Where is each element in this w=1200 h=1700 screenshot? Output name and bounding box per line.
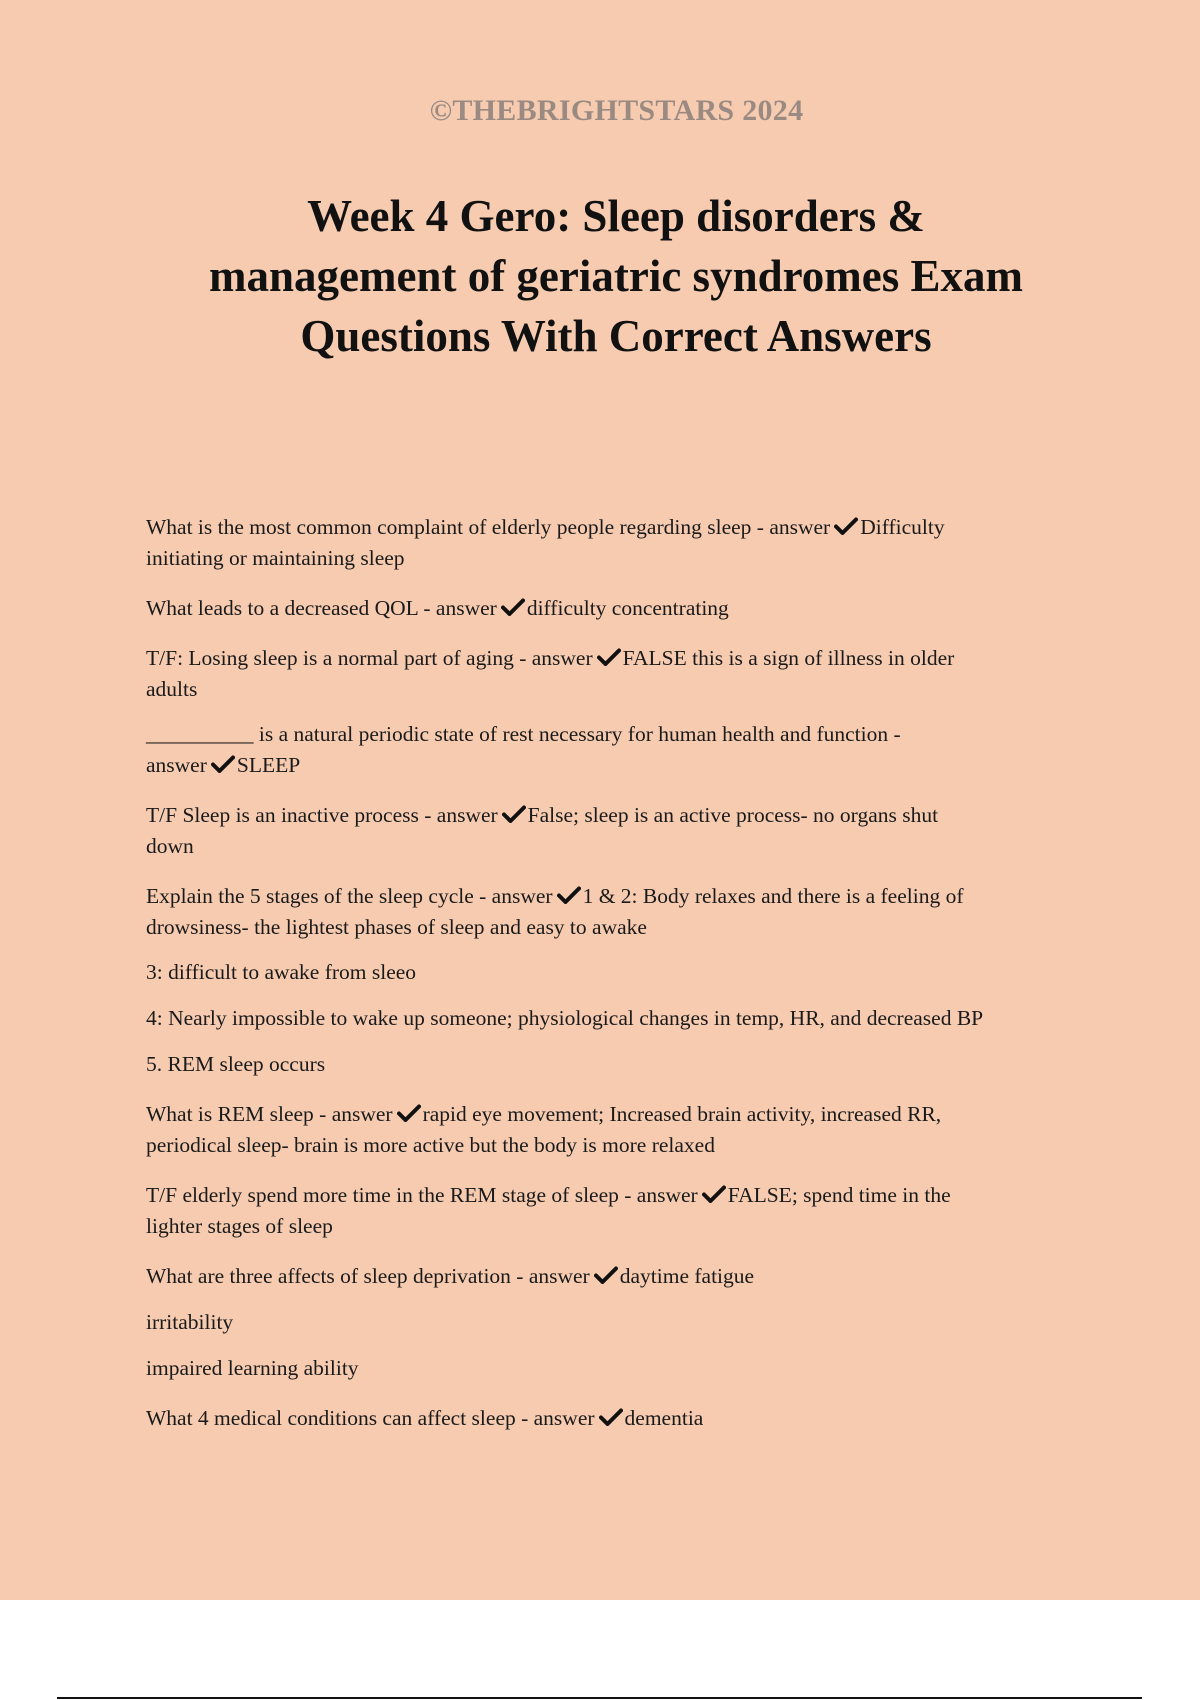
answer-text: SLEEP — [236, 753, 301, 777]
question-text: __________ is a natural periodic state of rest necessary for human health and function - — [146, 722, 901, 746]
checkmark-icon — [599, 1408, 623, 1426]
checkmark-icon — [211, 755, 235, 773]
checkmark-icon — [597, 648, 621, 666]
answer-text: rapid eye movement; Increased brain activity, increased RR, — [422, 1102, 942, 1126]
qa-item — [146, 1261, 1096, 1292]
checkmark-icon — [702, 1185, 726, 1203]
question-text: What is the most common complaint of elderly people regarding sleep - answer — [146, 515, 831, 539]
checkmark-icon — [834, 517, 858, 535]
checkmark-icon — [594, 1266, 618, 1284]
question-text: What are three affects of sleep deprivation - answer — [146, 1264, 590, 1288]
answer-text: FALSE; spend time in the — [727, 1183, 951, 1207]
copyright-watermark: ©THEBRIGHTSTARS 2024 — [429, 94, 804, 127]
question-text: T/F Sleep is an inactive process - answer — [146, 803, 498, 827]
answer-text: daytime fatigue — [619, 1264, 755, 1288]
answer-text: periodical sleep- brain is more active but the body is more relaxed — [146, 1133, 715, 1157]
answer-continuation: irritability — [146, 1310, 234, 1334]
answer-text: Difficulty — [860, 515, 945, 539]
qa-item — [146, 1403, 1096, 1434]
answer-text: adults — [146, 677, 198, 701]
checkmark-icon — [502, 805, 526, 823]
title-line: Questions With Correct Answers — [300, 311, 932, 361]
checkmark-icon — [501, 598, 525, 616]
answer-text: down — [146, 834, 194, 858]
answer-continuation: 3: difficult to awake from sleeo — [146, 960, 417, 984]
question-text: T/F elderly spend more time in the REM stage of sleep - answer — [146, 1183, 698, 1207]
question-text: Explain the 5 stages of the sleep cycle - answer — [146, 884, 553, 908]
checkmark-icon — [557, 886, 581, 904]
answer-text: difficulty concentrating — [526, 596, 729, 620]
qa-list — [146, 512, 1096, 1434]
answer-text: initiating or maintaining sleep — [146, 546, 405, 570]
answer-continuation: impaired learning ability — [146, 1356, 359, 1380]
footer-divider — [57, 1697, 1142, 1699]
question-text: answer — [146, 753, 207, 777]
question-text: What 4 medical conditions can affect sleep - answer — [146, 1406, 595, 1430]
title-line: Week 4 Gero: Sleep disorders & — [307, 191, 925, 241]
document-title — [130, 186, 1102, 366]
question-text: What leads to a decreased QOL - answer — [146, 596, 497, 620]
qa-item — [146, 593, 1096, 624]
answer-continuation: 4: Nearly impossible to wake up someone; physiological changes in temp, HR, and decreased BP — [146, 1006, 984, 1030]
answer-text: drowsiness- the lightest phases of sleep and easy to awake — [146, 915, 647, 939]
qa-item — [146, 1099, 1096, 1161]
answer-text: dementia — [624, 1406, 704, 1430]
qa-item — [146, 643, 1096, 705]
answer-text: False; sleep is an active process- no organs shut — [527, 803, 939, 827]
question-text: T/F: Losing sleep is a normal part of aging - answer — [146, 646, 593, 670]
answer-text: lighter stages of sleep — [146, 1214, 333, 1238]
answer-text: 1 & 2: Body relaxes and there is a feeling of — [582, 884, 964, 908]
title-line: management of geriatric syndromes Exam — [208, 251, 1024, 301]
qa-item — [146, 881, 1096, 943]
question-text: What is REM sleep - answer — [146, 1102, 393, 1126]
answer-continuation: 5. REM sleep occurs — [146, 1052, 326, 1076]
qa-item — [146, 512, 1096, 574]
answer-text: FALSE this is a sign of illness in older — [622, 646, 955, 670]
qa-item — [146, 800, 1096, 862]
checkmark-icon — [397, 1104, 421, 1122]
qa-item — [146, 719, 1096, 781]
qa-item — [146, 1180, 1096, 1242]
